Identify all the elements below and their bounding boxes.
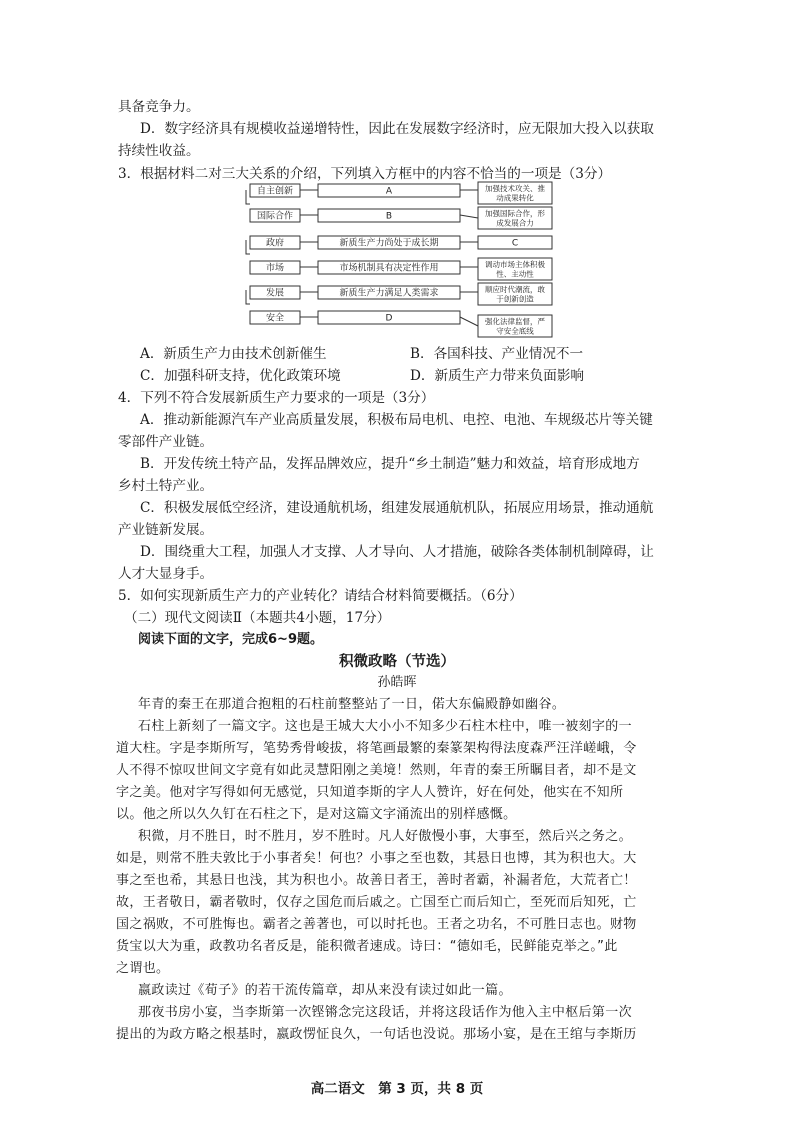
text-line: D．数字经济具有规模收益递增特性，因此在发展数字经济时，应无限加大投入以获取 — [140, 121, 654, 137]
text-line: 零部件产业链。 — [118, 434, 214, 450]
diagram-right-label: 加强国际合作，形 — [485, 209, 545, 218]
story-line: 人不得不惊叹世间文字竟有如此灵慧阳刚之美境！然则，年青的秦王所瞩目者，却不是文 — [116, 763, 637, 778]
diagram-right-label: 于创新创造 — [496, 294, 534, 304]
diagram-middle-label: 新质生产力尚处于成长期 — [339, 238, 439, 249]
diagram-right-label: 调动市场主体积极 — [485, 260, 545, 269]
diagram-right-label: 动成果转化 — [496, 193, 534, 203]
diagram-right-label: C — [511, 238, 519, 249]
diagram-right-label: 顺应时代潮流，敢 — [485, 285, 545, 294]
diagram-right-label: 性、主动性 — [496, 269, 534, 279]
page-footer: 高二语文 第 3 页，共 8 页 — [310, 1081, 484, 1097]
text-line: D．围绕重大工程，加强人才支撑、人才导向、人才措施，破除各类体制机制障碍，让 — [140, 544, 654, 560]
story-line: 货宝以大为重，政教功名者反是，能积微者速成。诗曰：“德如毛，民鲜能克举之。”此 — [116, 939, 618, 954]
diagram-right-label: 强化法律监督，严 — [485, 317, 545, 326]
story-line: 之谓也。 — [116, 961, 170, 976]
question-4: 4．下列不符合发展新质生产力要求的一项是（3分） — [118, 390, 435, 406]
diagram-left-label: 国际合作 — [256, 211, 294, 222]
text-line: 产业链新发展。 — [118, 522, 214, 538]
story-line: 如是，则常不胜夫敦比于小事者矣！何也？小事之至也数，其悬日也博，其为积也大。大 — [116, 851, 637, 866]
story-line: 提出的为政方略之根基时，嬴政愣怔良久，一句话也没说。那场小宴，是在王绾与李斯历 — [116, 1027, 637, 1042]
reading-instruction: 阅读下面的文字，完成6~9题。 — [138, 632, 323, 647]
relationship-diagram — [238, 180, 558, 345]
option-a: A．新质生产力由技术创新催生 — [140, 346, 327, 362]
text-line: B．开发传统土特产品，发挥品牌效应，提升“乡土制造”魅力和效益，培育形成地方 — [140, 456, 640, 472]
diagram-middle-label: A — [385, 186, 393, 197]
text-line: C．积极发展低空经济，建设通航机场，组建发展通航机队，拓展应用场景，推动通航 — [140, 500, 654, 516]
diagram-left-label: 发展 — [265, 288, 285, 299]
text-line: 具备竞争力。 — [118, 99, 200, 115]
diagram-middle-label: 新质生产力满足人类需求 — [339, 288, 439, 299]
story-line: 字之美。他对字写得如何无感觉，只知道李斯的字人人赞许，好在何处，他实在不知所 — [116, 785, 624, 800]
story-line: 石柱上新刻了一篇文字。这也是王城大大小小不知多少石柱木柱中，唯一被刻字的一 — [138, 719, 632, 734]
text-line: 乡村土特产业。 — [118, 478, 214, 494]
diagram-right-label: 守安全底线 — [496, 326, 534, 336]
story-author: 孙皓晖 — [377, 675, 417, 690]
story-line: 道大柱。字是李斯所写，笔势秀骨峻拔，将笔画最繁的秦篆架构得法度森严汪洋嵯峨，令 — [116, 741, 637, 756]
text-line: A．推动新能源汽车产业高质量发展，积极布局电机、电控、电池、车规级芯片等关键 — [140, 412, 653, 428]
story-line: 年青的秦王在那道合抱粗的石柱前整整站了一日，偌大东偏殿静如幽谷。 — [138, 697, 566, 712]
story-line: 国之祸败，不可胜悔也。霸者之善著也，可以时托也。王者之功名，不可胜日志也。财物 — [116, 917, 637, 932]
diagram-left-label: 政府 — [265, 238, 285, 249]
diagram-right-label: 加强技术攻关、推 — [485, 184, 545, 193]
diagram-left-label: 自主创新 — [256, 186, 294, 197]
diagram-left-label: 安全 — [265, 313, 285, 324]
story-line: 嬴政读过《荀子》的若干流传篇章，却从来没有读过如此一篇。 — [138, 983, 512, 998]
diagram-right-label: 成发展合力 — [496, 218, 534, 228]
story-line: 故，王者敬日，霸者敬时，仅存之国危而后戚之。亡国至亡而后知亡，至死而后知死，亡 — [116, 895, 637, 910]
story-line: 积微，月不胜日，时不胜月，岁不胜时。凡人好傲慢小事，大事至，然后兴之务之。 — [138, 829, 632, 844]
option-b: B．各国科技、产业情况不一 — [410, 346, 584, 362]
story-title: 积微政略（节选） — [339, 653, 455, 670]
text-line: 人才大显身手。 — [118, 566, 214, 582]
diagram-middle-label: B — [385, 211, 393, 222]
text-line: 持续性收益。 — [118, 143, 200, 159]
section-heading: （二）现代文阅读Ⅱ（本题共4小题，17分） — [124, 610, 391, 626]
question-3: 3．根据材料二对三大关系的介绍，下列填入方框中的内容不恰当的一项是（3分） — [118, 166, 612, 182]
option-c: C．加强科研支持，优化政策环境 — [140, 368, 341, 384]
option-d: D．新质生产力带来负面影响 — [410, 368, 585, 384]
question-5: 5．如何实现新质生产力的产业转化？请结合材料简要概括。（6分） — [118, 588, 523, 604]
story-line: 那夜书房小宴，当李斯第一次铿锵念完这段话，并将这段话作为他入主中枢后第一次 — [138, 1005, 632, 1020]
story-line: 以。他之所以久久钉在石柱之下，是对这篇文字涌流出的别样感慨。 — [116, 807, 517, 822]
diagram-middle-label: D — [385, 313, 393, 324]
diagram-left-label: 市场 — [265, 263, 285, 274]
diagram-middle-label: 市场机制具有决定性作用 — [339, 263, 439, 274]
story-line: 事之至也希，其悬日也浅，其为积也小。故善日者王，善时者霸，补漏者危，大荒者亡！ — [116, 873, 637, 888]
